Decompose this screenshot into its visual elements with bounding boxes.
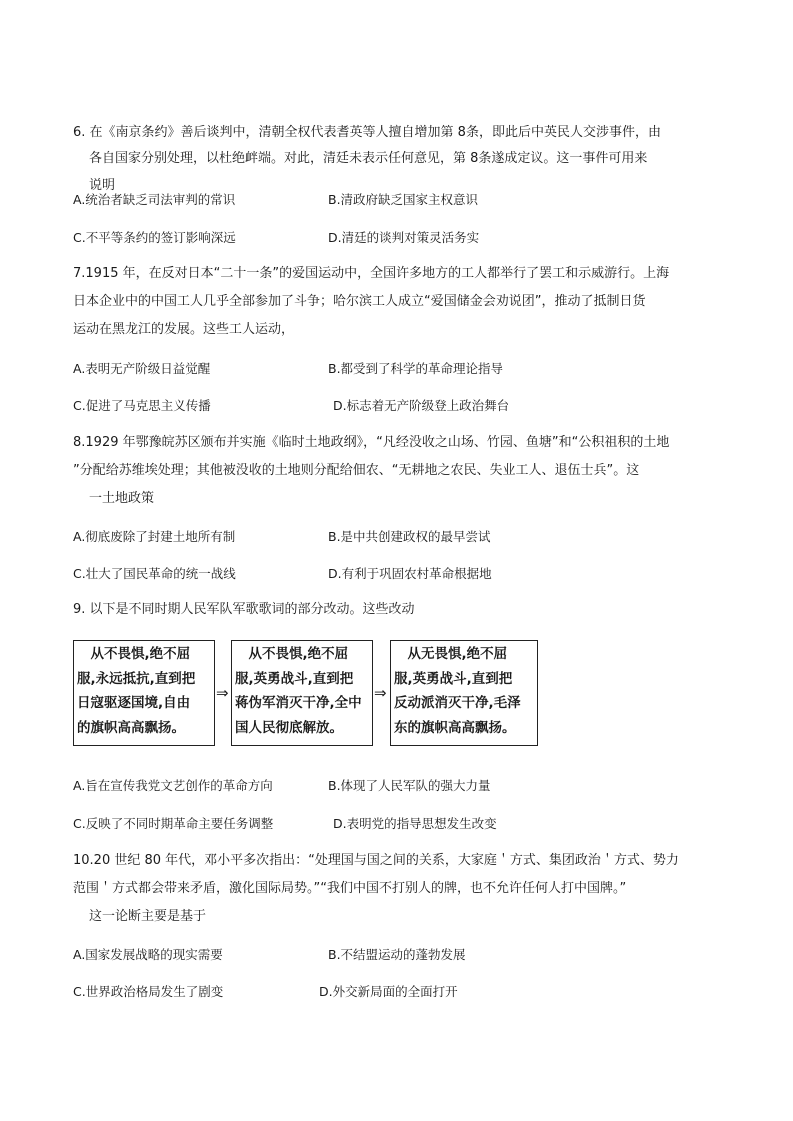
- lyrics-box-1-row: 的旗帜高高飘扬。: [77, 719, 185, 736]
- q8-option-c[interactable]: C.壮大了国民革命的统一战线: [73, 566, 236, 581]
- q10-option-d[interactable]: D.外交新局面的全面打开: [319, 984, 458, 999]
- q6-stem-line-3: 说明: [89, 178, 116, 193]
- lyrics-box-2-row: 从不畏惧,绝不屈: [235, 646, 349, 662]
- q9-stem-line-1: 9. 以下是不同时期人民军队军歌歌词的部分改动。这些改动: [73, 602, 415, 617]
- transition-arrow-1: ⇒: [216, 684, 229, 702]
- q7-option-c[interactable]: C.促进了马克思主义传播: [73, 398, 211, 413]
- q7-stem-line-3: 运动在黑龙江的发展。这些工人运动，: [73, 322, 295, 337]
- q10-stem-line-3: 这一论断主要是基于: [89, 909, 207, 924]
- transition-arrow-2: ⇒: [374, 684, 387, 702]
- lyrics-box-1-row: 服,永远抵抗,直到把: [77, 670, 196, 687]
- q6-stem-line-1: 6. 在《南京条约》善后谈判中，清朝全权代表耆英等人擅自增加第 8条，即此后中英民人交涉事件，由: [73, 125, 661, 140]
- lyrics-box-1: [73, 640, 215, 746]
- q7-stem-line-1: 7.1915 年，在反对日本“二十一条”的爱国运动中，全国许多地方的工人都举行了罢工和示威游行。上海: [73, 266, 670, 281]
- q6-option-b[interactable]: B.清政府缺乏国家主权意识: [328, 192, 479, 207]
- lyrics-box-3-row: 从无畏惧,绝不屈: [394, 646, 508, 662]
- q7-option-d[interactable]: D.标志着无产阶级登上政治舞台: [333, 398, 510, 413]
- lyrics-box-3: [390, 640, 538, 746]
- lyrics-box-2: [231, 640, 373, 746]
- lyrics-box-3-row: 服,英勇战斗,直到把: [394, 670, 513, 687]
- q10-option-a[interactable]: A.国家发展战略的现实需要: [73, 947, 223, 962]
- q8-stem-line-2: ”分配给苏维埃处理；其他被没收的土地则分配给佃农、“无耕地之农民、失业工人、退伍士兵”。这: [73, 463, 640, 478]
- q6-option-d[interactable]: D.清廷的谈判对策灵活务实: [328, 230, 480, 245]
- q9-option-b[interactable]: B.体现了人民军队的强大力量: [328, 778, 491, 793]
- lyrics-box-1-row: 从不畏惧,绝不屈: [77, 646, 191, 662]
- q8-option-a[interactable]: A.彻底废除了封建土地所有制: [73, 529, 236, 544]
- lyrics-box-3-row: 反动派消灭干净,毛泽: [394, 695, 521, 711]
- q9-option-d[interactable]: D.表明党的指导思想发生改变: [333, 816, 497, 831]
- q10-stem-line-1: 10.20 世纪 80 年代，邓小平多次指出：“处理国与国之间的关系，大家庭＇方式、集团政治＇方式、势力: [73, 853, 679, 868]
- q9-option-c[interactable]: C.反映了不同时期革命主要任务调整: [73, 816, 274, 831]
- lyrics-box-2-row: 蒋伪军消灭干净,全中: [235, 695, 362, 711]
- q8-stem-line-1: 8.1929 年鄂豫皖苏区颁布并实施《临时土地政纲》，“凡经没收之山场、竹园、鱼塘”和“公积祖积的土地: [73, 435, 670, 450]
- q7-stem-line-2: 日本企业中的中国工人几乎全部参加了斗争；哈尔滨工人成立“爱国储金会劝说团”，推动了抵制日货: [73, 294, 646, 309]
- q8-option-b[interactable]: B.是中共创建政权的最早尝试: [328, 529, 491, 544]
- q10-stem-line-2: 范围＇方式都会带来矛盾，激化国际局势。”“我们中国不打别人的牌，也不允许任何人打中国牌。”: [73, 881, 627, 896]
- lyrics-box-2-row: 国人民彻底解放。: [235, 719, 343, 736]
- q8-option-d[interactable]: D.有利于巩固农村革命根据地: [328, 566, 492, 581]
- q10-option-b[interactable]: B.不结盟运动的蓬勃发展: [328, 947, 466, 962]
- q8-stem-line-3: 一土地政策: [89, 491, 155, 506]
- q6-option-c[interactable]: C.不平等条约的签订影响深远: [73, 230, 236, 245]
- q6-stem-line-2: 各自国家分别处理，以杜绝衅端。对此，清廷未表示任何意见，第 8条遂成定议。这一事件可用来: [89, 151, 648, 166]
- lyrics-box-3-row: 东的旗帜高高飘扬。: [394, 719, 516, 736]
- q7-option-b[interactable]: B.都受到了科学的革命理论指导: [328, 361, 504, 376]
- q9-option-a[interactable]: A.旨在宣传我党文艺创作的革命方向: [73, 778, 273, 793]
- q7-option-a[interactable]: A.表明无产阶级日益觉醒: [73, 361, 211, 376]
- q10-option-c[interactable]: C.世界政治格局发生了剧变: [73, 984, 224, 999]
- lyrics-box-1-row: 日寇驱逐国境,自由: [77, 695, 191, 711]
- lyrics-box-2-row: 服,英勇战斗,直到把: [235, 670, 354, 687]
- q6-option-a[interactable]: A.统治者缺乏司法审判的常识: [73, 192, 236, 207]
